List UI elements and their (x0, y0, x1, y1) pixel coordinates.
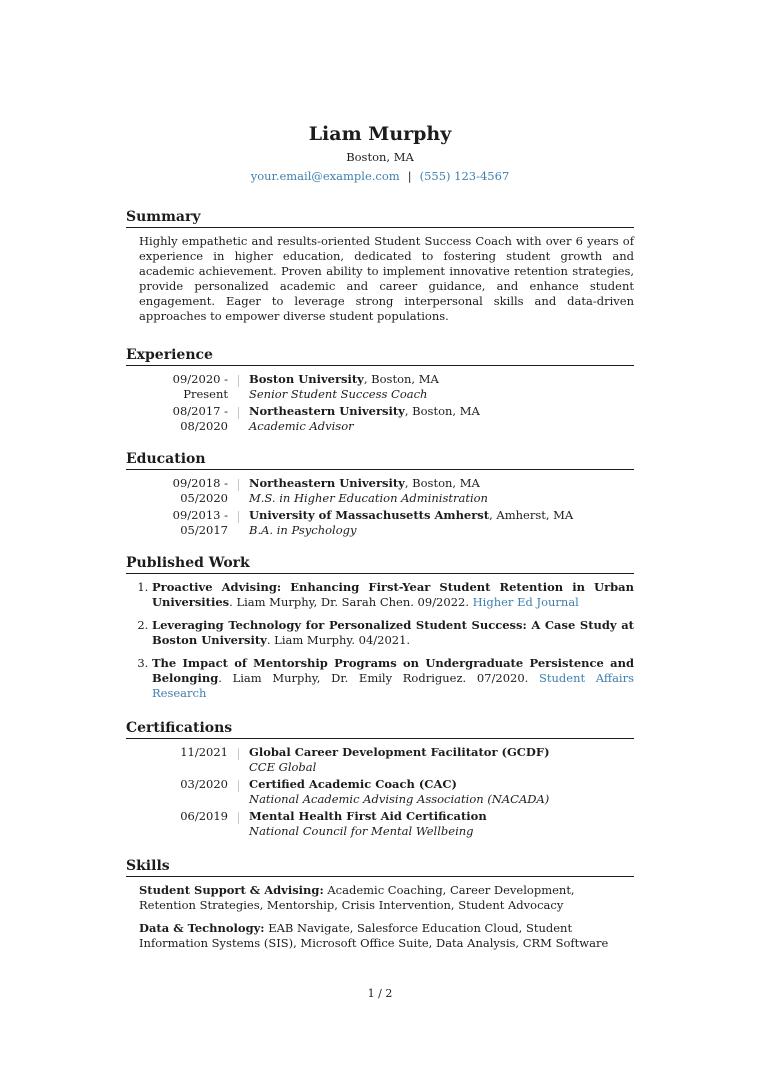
certification-issuer: National Council for Mental Wellbeing (249, 824, 474, 838)
entry-degree: B.A. in Psychology (249, 523, 357, 537)
summary-text: Highly empathetic and results-oriented Student Success Coach with over 6 years of experience in higher education, dedicated to fostering student growth and academic achievement. Proven ability to implement innovative retention strategies, provide personalized academic and career guidance, and enhance student engagement. Eager to leverage strong interpersonal skills and data-driven approaches to empower diverse student populations. (139, 234, 634, 323)
certification-name: Global Career Development Facilitator (GCDF) (249, 745, 550, 759)
entry-divider (238, 812, 239, 824)
entry-divider (238, 511, 239, 523)
experience-entry (126, 372, 634, 402)
publication-details: . Liam Murphy, Dr. Emily Rodriguez. 07/2020. (218, 671, 539, 685)
entry-location: , Boston, MA (363, 372, 439, 386)
entry-divider (238, 375, 239, 387)
certification-name: Certified Academic Coach (CAC) (249, 777, 457, 791)
entry-location: , Boston, MA (404, 476, 480, 490)
skill-group (139, 883, 634, 913)
entry-date: 06/2019 (180, 809, 228, 823)
resume-header (126, 122, 634, 184)
candidate-name: Liam Murphy (308, 123, 452, 145)
skill-label: Data & Technology: (139, 921, 265, 935)
section-title-published-work: Published Work (126, 554, 634, 574)
entry-role: Academic Advisor (249, 419, 354, 433)
entry-divider (238, 780, 239, 792)
publication-venue-link[interactable]: Student Affairs Research (152, 671, 634, 700)
entry-org: Northeastern University (249, 404, 405, 418)
certification-entry (126, 745, 634, 775)
section-title-summary: Summary (126, 208, 634, 228)
summary-section (126, 208, 634, 324)
certification-name: Mental Health First Aid Certification (249, 809, 487, 823)
entry-org: Northeastern University (249, 476, 405, 490)
candidate-location: Boston, MA (346, 150, 414, 164)
entry-org: University of Massachusetts Amherst (249, 508, 490, 522)
resume-page (126, 0, 634, 959)
phone-link[interactable]: (555) 123-4567 (419, 169, 510, 183)
entry-location: , Amherst, MA (489, 508, 574, 522)
section-title-skills: Skills (126, 857, 634, 877)
entry-role: Senior Student Success Coach (249, 387, 428, 401)
education-section (126, 450, 634, 538)
contact-separator: | (407, 169, 412, 183)
entry-date: 09/2020 - Present (172, 372, 228, 401)
entry-date: 08/2017 - 08/2020 (172, 404, 228, 433)
entry-date: 11/2021 (180, 745, 228, 759)
certification-issuer: National Academic Advising Association (NACADA) (249, 792, 550, 806)
entry-divider (238, 407, 239, 419)
entry-divider (238, 479, 239, 491)
contact-line (126, 169, 634, 184)
skill-label: Student Support & Advising: (139, 883, 324, 897)
experience-section (126, 346, 634, 434)
section-title-certifications: Certifications (126, 719, 634, 739)
entry-date: 09/2018 - 05/2020 (172, 476, 228, 505)
entry-degree: M.S. in Higher Education Administration (249, 491, 488, 505)
entry-org: Boston University (249, 372, 364, 386)
experience-entry (126, 404, 634, 434)
entry-divider (238, 748, 239, 760)
publication-title: Proactive Advising: Enhancing First-Year Student Retention in Urban Universities (152, 580, 634, 609)
publication-list (126, 580, 634, 701)
section-title-experience: Experience (126, 346, 634, 366)
education-entry (126, 508, 634, 538)
skill-list: EAB Navigate, Salesforce Education Cloud, Student Information Systems (SIS), Microsoft Office Suite, Data Analysis, CRM Software (139, 921, 609, 950)
skill-group (139, 921, 634, 951)
email-link[interactable]: your.email@example.com (250, 169, 400, 183)
publication-details: . Liam Murphy, Dr. Sarah Chen. 09/2022. (229, 595, 473, 609)
publication-venue-link[interactable]: Higher Ed Journal (472, 595, 579, 609)
certification-entry (126, 777, 634, 807)
publication-item (152, 656, 634, 701)
skill-list: Academic Coaching, Career Development, Retention Strategies, Mentorship, Crisis Intervention, Student Advocacy (139, 883, 575, 912)
certifications-section (126, 719, 634, 839)
entry-location: , Boston, MA (404, 404, 480, 418)
entry-date: 03/2020 (180, 777, 228, 791)
certification-issuer: CCE Global (249, 760, 317, 774)
publication-item (152, 580, 634, 610)
published-work-section (126, 554, 634, 701)
publication-title: Leveraging Technology for Personalized Student Success: A Case Study at Boston University (152, 618, 634, 647)
publication-details: . Liam Murphy. 04/2021. (266, 633, 411, 647)
page-number: 1 / 2 (367, 987, 393, 1000)
publication-title: The Impact of Mentorship Programs on Undergraduate Persistence and Belonging (152, 656, 634, 685)
skills-section (126, 857, 634, 951)
entry-date: 09/2013 - 05/2017 (172, 508, 228, 537)
section-title-education: Education (126, 450, 634, 470)
certification-entry (126, 809, 634, 839)
publication-item (152, 618, 634, 648)
education-entry (126, 476, 634, 506)
